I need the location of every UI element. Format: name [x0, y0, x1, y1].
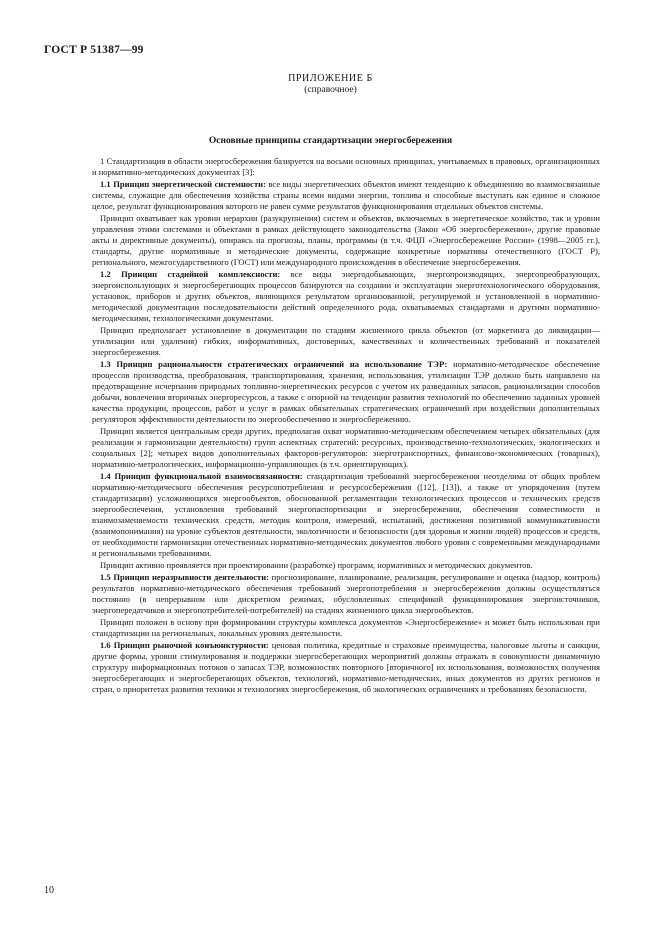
principle-heading: 1.3 Принцип рациональности стратегических ограничений на использование ТЭР:: [100, 359, 448, 370]
appendix-subtitle: (справочное): [304, 85, 357, 95]
paragraph-text: нормативно-методическое обеспечение процессов производства, преобразования, транспортирования, хранения, использования, утилизации ТЭР должно быть направлено на предотвращение исчерпания природных топливно-энергетических ресурсов с учетом их разведанных запасов, рационализации способов добычи, вовлечения вторичных энергоресурсов, а также с опорной на тенденции развития технологий по обеспечению заданных уровней качества продукции, процессов, работ и услуг в рамках обязательных стратегических ограничений при воздействии дополнительных регуляторов эффективности деятельности по энергообеспечению и энергосбережению.: [92, 359, 600, 424]
page-number: 10: [44, 885, 54, 896]
paragraph: [92, 617, 600, 639]
paragraph: [92, 426, 600, 470]
paragraph: [92, 359, 600, 425]
paragraph: [92, 640, 600, 695]
paragraph-text: прогнозирование, планирование, реализация, регулирование и оценка (надзор, контроль) результатов нормативно-методического обеспечения требований энергопотребления и энергосбережения должны осуществляться постоянно (в непрерывном или дискретном режимах, обусловленных спецификой функционирования энергоисточников, энергопередатчиков и энергопотребителей-потребителей) на стадиях жизненного цикла энергообъектов.: [92, 571, 600, 615]
principle-heading: 1.1 Принцип энергетической системности:: [100, 179, 266, 190]
principle-heading: 1.6 Принцип рыночной конъюнктурности:: [100, 640, 269, 651]
paragraph-text: стандартизация требований энергосбережения неотделима от общих проблем нормативно-методического обеспечения ресурсопотребления и ресурсосбережения ([12], [13]), а также от упорядочения (путем стандартизации) усложняющихся энергообъектов, обоснованной регламентации технологических процессов и технических средств энергообеспечения, установления требований энергопаспортизации и энергосбережения, обеспечения совместимости и взаимозаменяемости технических средств, методик контроля, измерений, испытаний, достижения позитивной коммуникативности (взаимопонимания) на уровне субъектов деятельности, экологичности и безопасности (для здоровья и жизни людей) процессов и средств, от необходимости гармонизации отечественных нормативно-методических документов любого уровня с современными международными и региональными требованиями.: [92, 471, 600, 558]
principle-heading: 1.2 Принцип стадийной комплексности:: [100, 269, 281, 280]
paragraph: [92, 156, 600, 178]
section-title: Основные принципы стандартизации энергосбережения: [208, 136, 453, 146]
paragraph: [92, 325, 600, 358]
principle-heading: 1.5 Принцип неразрывности деятельности:: [100, 571, 269, 582]
paragraph-text: 1 Стандартизация в области энергосбережения базируется на восьми основных принципах, учитываемых в правовых, организационных и нормативно-методических документах [3]:: [92, 156, 600, 177]
paragraph-text: все виды энергодобывающих, энергопроизводящих, энергопреобразующих, энергоиспользующих и энергосберегающих процессов базируются на создании и эксплуатации энерготехнологического оборудования, установок, приборов и других объектов, являющихся результатом организованной, регулируемой и установленной в нормативно-методической документации последовательности действий определенного рода, охватываемых стандартами и другими нормативно-методическими, технологическими документами.: [92, 269, 600, 323]
paragraph: [92, 179, 600, 212]
principle-heading: 1.4 Принцип функциональной взаимосвязанности:: [100, 471, 303, 481]
paragraph-text: ценовая политика, кредитные и страховые преимущества, налоговые льготы и санкции, другие формы, уровни стимулирования и поддержки энергосберегающих мероприятий должны отражать в совокупности динамичную структуру информационных потоков о запасах ТЭР, возможностях повторного [вторичного] их использования, возможностях получения энергосберегающих и энергосберегающих объектов, технологий, нормативно-методических, иных документов из других регионов и стран, о приоритетах развития техники и технологиях энергосбережения, об экологических ограничениях и требованиях безопасности.: [92, 640, 600, 694]
paragraph-text: Принцип активно проявляется при проектировании (разработке) программ, нормативных и методических документов.: [100, 559, 533, 570]
paragraph-text: Принцип положен в основу при формировании структуры комплекса документов «Энергосбережение» и может быть использован при стандартизации на региональных, локальных уровнях деятельности.: [92, 616, 600, 638]
appendix-title: ПРИЛОЖЕНИЕ Б: [288, 73, 373, 84]
paragraph-text: Принцип предполагает установление в документации по стадиям жизненного цикла объектов (от маркетинга до ликвидации—утилизации или удаления) гибких, информативных, достоверных, качественных и количественных требований и показателей энергосбережения.: [92, 325, 600, 357]
document-body: [92, 156, 600, 695]
paragraph: [92, 560, 600, 571]
paragraph: [92, 471, 600, 559]
standard-code: ГОСТ Р 51387—99: [44, 44, 144, 56]
paragraph-text: все виды энергетических объектов имеют тенденцию к объединению во взаимосвязанные системы, служащие для обеспечения хозяйства страны всеми видами энергии, топлива и способные выступать как единое и сложное целое, результат функционирования которого не равен сумме результатов функционирования отдельных объектов системы.: [92, 179, 600, 211]
paragraph: [92, 572, 600, 616]
paragraph-text: Принцип является центральным среди других, предполагая охват нормативно-методическим обеспечением четырех обязательных (для реализации и гармонизации деятельности) групп аспектных стратегий: ресурсных, производственно-технологических, экологических и социальных [2]; четырех видов дополнительных факторов-регуляторов: энерготранспортных, финансово-экономических (товарных), нормативно-метрологических, информационно-управляющих (в т.ч. ориентирующих).: [92, 426, 600, 469]
paragraph: [92, 213, 600, 268]
paragraph: [92, 269, 600, 324]
paragraph-text: Принцип охватывает как уровни иерархии (разукрупнения) систем и объектов, включаемых в энергетическое хозяйство, так и уровни управления этими системами и объектами в рамках действующего законодательства (Закон «Об энергосбережении», другие правовые акты и директивные документы), опираясь на прогнозы, планы, программы (в т.ч. ФЦП «Энергосбережение России» (1998—2005 гг.), стандарты, другие нормативные и методические документы, содержащие конкретные нормативы отечественного (ГОСТ Р), регионального, межгосударственного (ГОСТ) или международного происхождения в обеспечение энергосбережения.: [92, 213, 600, 267]
